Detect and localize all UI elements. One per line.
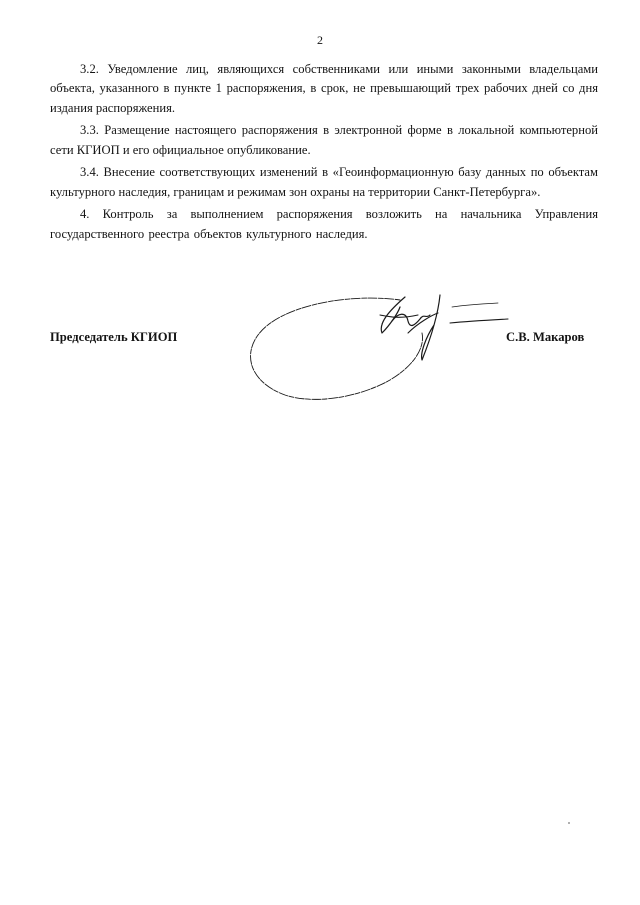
paragraph-3-3: 3.3. Размещение настоящего распоряжения в электронной форме в локальной компьютерной сети КГИОП и его официальное опубликование.	[50, 123, 598, 157]
signature-stroke-5	[422, 295, 440, 360]
document-body	[50, 60, 598, 247]
paragraph-4: 4. Контроль за выполнением распоряжения возложить на начальника Управления государственного реестра объектов культурного наследия.	[50, 207, 598, 241]
signature-stroke-6	[450, 319, 508, 323]
paragraph-3-2: 3.2. Уведомление лиц, являющихся собственниками или иными законными владельцами объекта, указанного в пункте 1 распоряжения, в срок, не превышающий трех рабочих дней со дня издания распоряжения.	[50, 62, 598, 115]
signatory-title: Председатель КГИОП	[50, 330, 178, 344]
scan-speck	[568, 822, 570, 824]
signature-stroke-7	[452, 303, 498, 307]
handwritten-signature	[240, 285, 540, 410]
signatory-name: С.В. Макаров	[506, 330, 585, 344]
paragraph-3-4: 3.4. Внесение соответствующих изменений в «Геоинформационную базу данных по объектам культурного наследия, границам и режимам зон охраны на территории Санкт-Петербурга».	[50, 165, 598, 199]
page-number: 2	[317, 33, 323, 47]
signature-stroke-1	[381, 297, 405, 333]
